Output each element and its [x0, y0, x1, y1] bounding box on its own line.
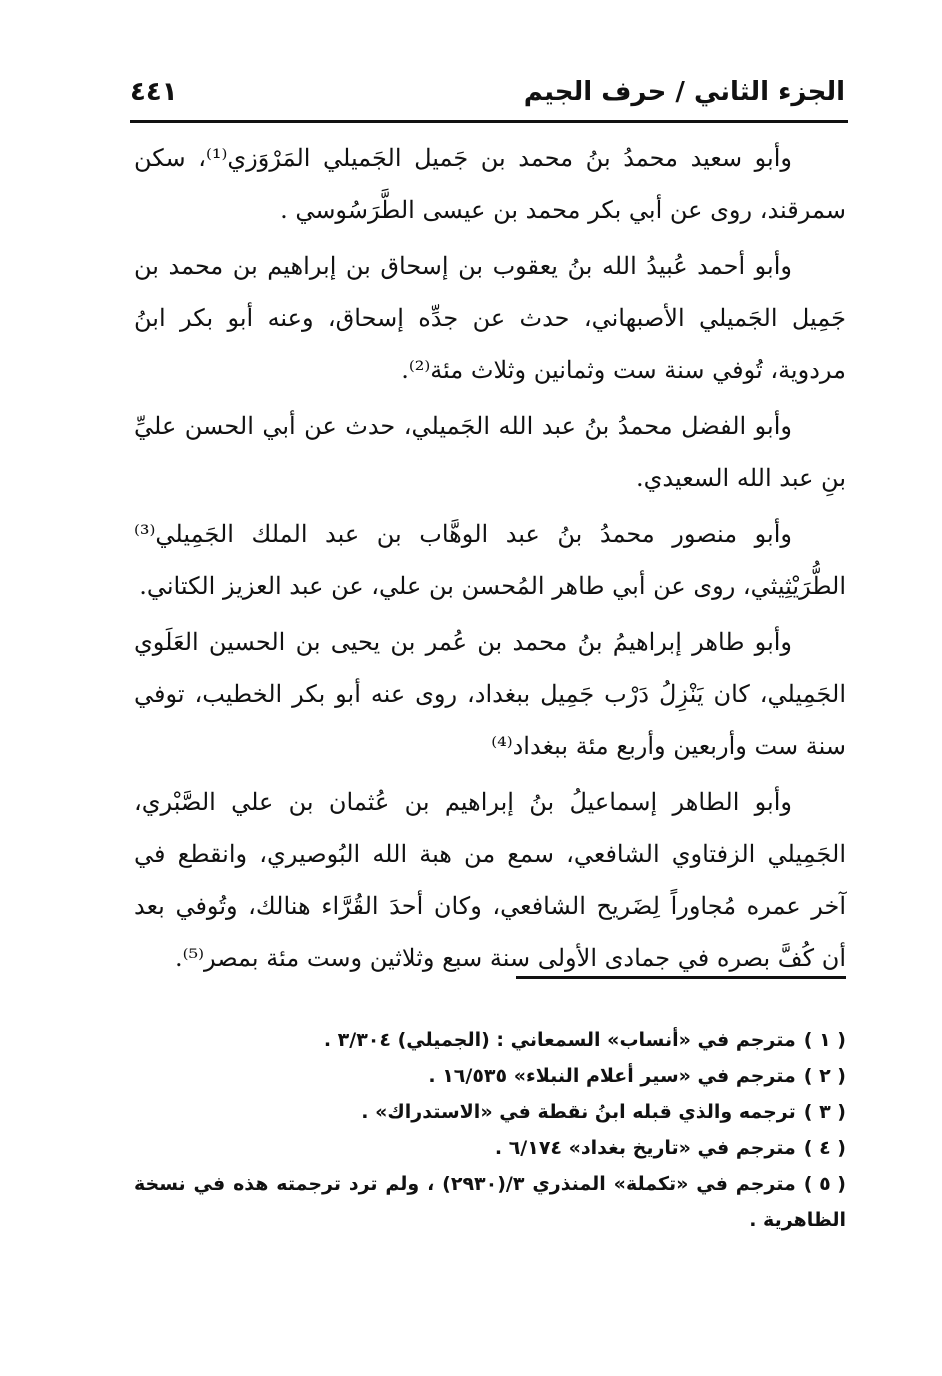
footnote-number: ( ٣ ) [803, 1101, 846, 1123]
page-number: ٤٤١ [130, 77, 178, 107]
paragraph: وأبو أحمد عُبيدُ الله بنُ يعقوب بن إسحاق بن إبراهيم بن محمد بن جَمِيل الجَميلي الأصبهاني، حدث عن جدِّه إسحاق، وعنه أبو بكر ابنُ مردوية، تُوفي سنة ست وثمانين وثلاث مئة⁽²⁾. [134, 252, 846, 384]
paragraph: وأبو الفضل محمدُ بنُ عبد الله الجَميلي، حدث عن أبي الحسن عليِّ بنِ عبد الله السعيدي. [134, 412, 846, 492]
footnote [134, 1022, 846, 1058]
paragraph: وأبو الطاهر إسماعيلُ بنُ إبراهيم بن عُثمان بن علي الصَّبْري، الجَمِيلي الزفتاوي الشافعي، سمع من هبة الله البُوصيري، وانقطع في آخر عمره مُجاوراً لِضَريح الشافعي، وكان أحدَ القُرَّاء هنالك، وتُوفي بعد أن كُفَّ بصره في جمادى الأولى سنة سبع وثلاثين وست مئة بمصر⁽⁵⁾. [134, 788, 846, 972]
footnote-text: مترجم في «تكملة» المنذري ٣/(٢٩٣٠) ، ولم ترد ترجمته هذه في نسخة الظاهرية . [134, 1173, 846, 1231]
footnote-text: مترجم في «سير أعلام النبلاء» ١٦/٥٣٥ . [428, 1065, 796, 1087]
footnote-text: مترجم في «تاريخ بغداد» ٦/١٧٤ . [494, 1137, 796, 1159]
paragraph: وأبو سعيد محمدُ بنُ محمد بن جَميل الجَميلي المَرْوَزي⁽¹⁾، سكن سمرقند، روى عن أبي بكر محمد بن عيسى الطَّرَسُوسي . [134, 144, 846, 224]
footnote-text: مترجم في «أنساب» السمعاني : (الجميلي) ٣/٣٠٤ . [323, 1029, 796, 1051]
footnote [134, 1166, 846, 1238]
footnote [134, 1094, 846, 1130]
paragraph: وأبو طاهر إبراهيمُ بنُ محمد بن عُمر بن يحيى بن الحسين العَلَوي الجَمِيلي، كان يَنْزِلُ دَرْب جَمِيل ببغداد، روى عنه أبو بكر الخطيب، توفي سنة ست وأربعين وأربع مئة ببغداد⁽⁴⁾ [134, 628, 846, 760]
main-text-body [134, 132, 846, 984]
footnote [134, 1130, 846, 1166]
footnote [134, 1058, 846, 1094]
footnote-number: ( ٢ ) [803, 1065, 846, 1087]
footnote-text: ترجمه والذي قبله ابنُ نقطة في «الاستدراك» . [361, 1101, 796, 1123]
running-head-title: الجزء الثاني / حرف الجيم [523, 77, 845, 107]
footnote-number: ( ٥ ) [803, 1173, 846, 1195]
footnote-separator [516, 976, 846, 979]
paragraph: وأبو منصور محمدُ بنُ عبد الوهَّاب بن عبد الملك الجَمِيلي⁽³⁾ الطُّرَيْثِيثي، روى عن أبي طاهر المُحسن بن علي، عن عبد العزيز الكتاني. [134, 520, 846, 600]
footnote-number: ( ٤ ) [803, 1137, 846, 1159]
footnotes-section [134, 1022, 846, 1238]
footnote-number: ( ١ ) [803, 1029, 846, 1051]
header-rule [130, 120, 848, 123]
page-header [130, 68, 845, 116]
